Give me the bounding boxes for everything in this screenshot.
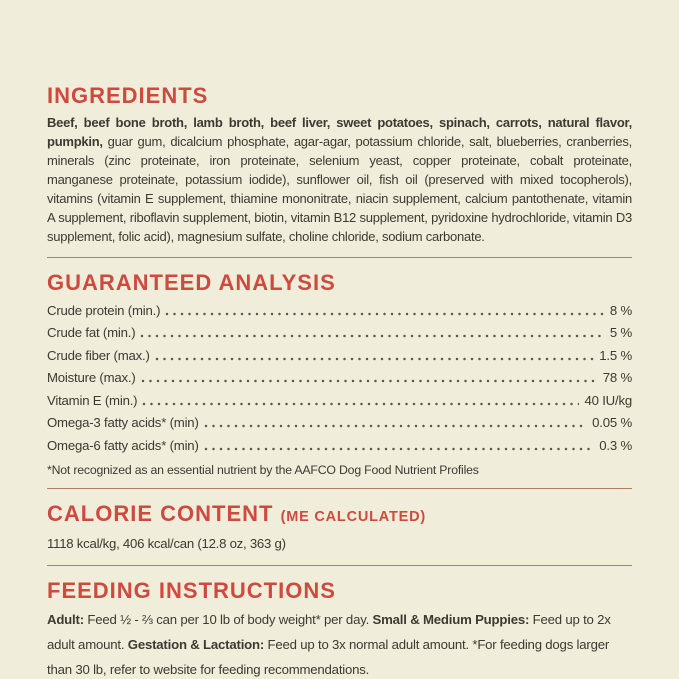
analysis-value: 0.05 % [592,415,632,431]
dot-leader [142,389,579,412]
section-divider [47,565,632,566]
feeding-instructions-heading: FEEDING INSTRUCTIONS [47,577,336,603]
aafco-footnote: *Not recognized as an essential nutrient by the AAFCO Dog Food Nutrient Profiles [47,462,479,477]
ingredients-heading: INGREDIENTS [47,83,209,108]
analysis-value: 78 % [602,370,632,386]
analysis-table [47,299,632,457]
analysis-row [47,412,632,435]
analysis-row [47,389,632,412]
dot-leader [204,412,588,435]
feeding-gestation-label: Gestation & Lactation: [127,636,265,652]
calorie-values: 1118 kcal/kg, 406 kcal/can (12.8 oz, 363 g) [47,535,286,551]
dot-leader [141,367,598,390]
analysis-value: 40 IU/kg [584,392,632,408]
ingredients-section [47,84,632,246]
guaranteed-analysis-heading: GUARANTEED ANALYSIS [47,270,336,295]
guaranteed-analysis-section [47,271,632,477]
dot-leader [140,322,604,345]
analysis-label: Crude protein (min.) [47,302,161,318]
dot-leader [165,299,605,322]
analysis-label: Crude fat (min.) [47,325,136,341]
feeding-gestation-text: Feed up to 3x normal adult amount. *For feeding dogs larger than 30 lb, refer to website for feeding recommendations. [47,636,610,677]
analysis-row [47,434,632,457]
feeding-instructions-section [47,579,632,679]
analysis-label: Vitamin E (min.) [47,392,138,408]
calorie-content-heading [47,502,632,529]
feeding-puppies-label: Small & Medium Puppies: [372,611,530,627]
feeding-adult-label: Adult: [47,611,84,627]
calorie-content-section [47,502,632,553]
feeding-adult-text: Feed ½ - ⅔ can per 10 lb of body weight* per day. [83,611,373,627]
analysis-value: 1.5 % [599,347,632,363]
dot-leader [155,344,595,367]
ingredients-text [47,113,632,246]
ingredients-secondary-list: guar gum, dicalcium phosphate, agar-agar, potassium chloride, salt, blueberries, cranberries, minerals (zinc proteinate, iron proteinate, selenium yeast, copper proteinate, cobalt proteinate, manganese proteinate, potassium iodide), sunflower oil, fish oil (preserved with mixed tocopherols), vitamins (vitamin E supplement, thiamine mononitrate, niacin supplement, calcium pantothenate, vitamin A supplement, riboflavin supplement, biotin, vitamin B12 supplement, pyridoxine hydrochloride, vitamin D3 supplement, folic acid), magnesium sulfate, choline chloride, sodium carbonate. [47,134,632,244]
ingredients-primary-list: Beef, beef bone broth, lamb broth, beef liver, sweet potatoes, spinach, carrots, natural flavor, pumpkin, [47,115,632,149]
dot-leader [204,434,595,457]
analysis-label: Moisture (max.) [47,370,136,386]
analysis-row [47,344,632,367]
feeding-instructions-text [47,607,632,679]
analysis-value: 0.3 % [599,437,632,453]
analysis-label: Omega-6 fatty acids* (min) [47,437,199,453]
analysis-row [47,322,632,345]
analysis-row [47,299,632,322]
section-divider [47,488,632,489]
calorie-heading-suffix: (ME CALCULATED) [280,508,426,525]
section-divider [47,257,632,258]
analysis-label: Crude fiber (max.) [47,347,150,363]
analysis-value: 8 % [609,302,632,318]
analysis-label: Omega-3 fatty acids* (min) [47,415,199,431]
analysis-value: 5 % [609,325,632,341]
calorie-heading-main: CALORIE CONTENT [47,500,281,526]
feeding-puppies-text: Feed up to 2x adult amount. [47,611,611,652]
analysis-row [47,367,632,390]
